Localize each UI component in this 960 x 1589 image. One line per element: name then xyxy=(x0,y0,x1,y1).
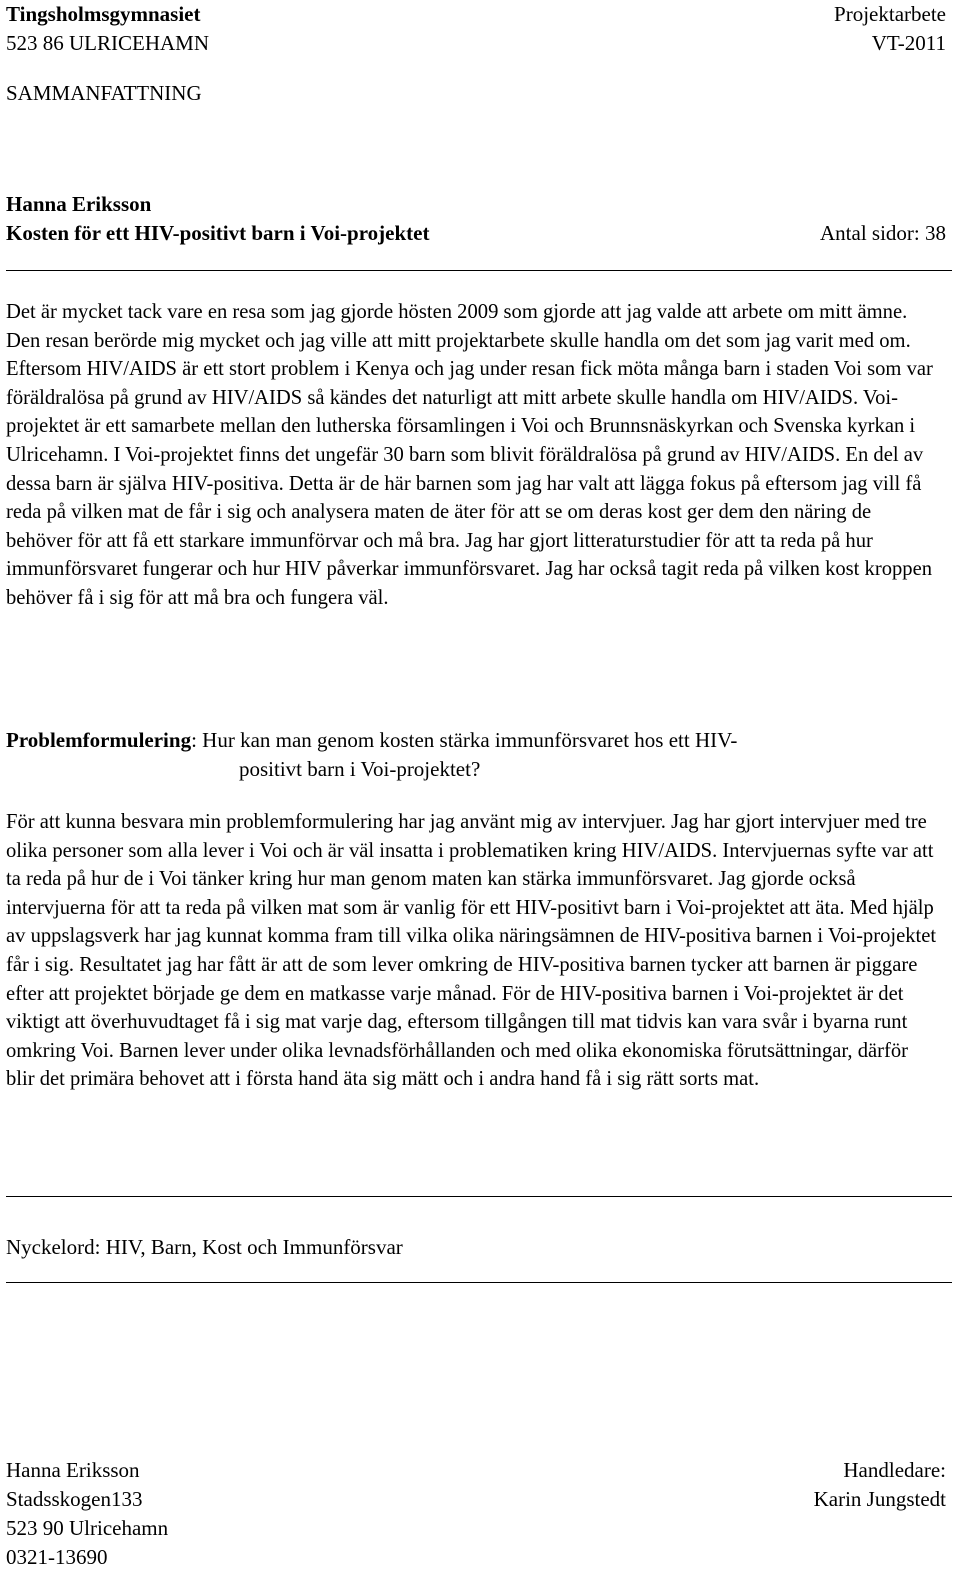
divider-middle xyxy=(6,1196,952,1197)
document-header xyxy=(6,0,946,58)
supervisor-name: Karin Jungstedt xyxy=(813,1487,946,1511)
keywords: Nyckelord: HIV, Barn, Kost och Immunförsvar xyxy=(6,1235,403,1259)
divider-bottom xyxy=(6,1282,952,1283)
summary-paragraph-2 xyxy=(6,808,941,1094)
term: VT-2011 xyxy=(871,31,946,55)
page-count: Antal sidor: 38 xyxy=(820,221,946,245)
divider-top xyxy=(6,270,952,271)
problem-question-line-2: positivt barn i Voi-projektet? xyxy=(239,757,481,781)
contact-city: 523 90 Ulricehamn xyxy=(6,1516,169,1540)
summary-paragraph-1-text: Det är mycket tack vare en resa som jag gjorde hösten 2009 som gjorde att jag valde att arbete om mitt ämne. Den resan berörde mig mycket och jag ville att mitt projektarbete skulle handla om det som jag varit med om. Eftersom HIV/AIDS är ett stort problem i Kenya och jag under resan fick möta många barn i staden Voi som var föräldralösa på grund av HIV/AIDS så kändes det naturligt att mitt arbete skulle handla om HIV/AIDS. Voi-projektet är ett samarbete mellan den lutherska församlingen i Voi och Brunnsnäskyrkan och Svenska kyrkan i Ulricehamn. I Voi-projektet finns det ungefär 30 barn som blivit föräldralösa på grund av HIV/AIDS. En del av dessa barn är själva HIV-positiva. Detta är de här barnen som jag har valt att lägga fokus på eftersom jag vill få reda på vilken mat de får i sig och analysera maten de äter för att se om deras kost ger dem den näring de behöver för att få ett starkare immunförvar och må bra. Jag har gjort litteraturstudier för att ta reda på hur immunförsvaret fungerar och hur HIV påverkar immunförsvaret. Jag har också tagit reda på vilken kost kroppen behöver få i sig för att må bra och fungera väl. xyxy=(6,301,933,609)
footer xyxy=(6,1456,946,1572)
author-name: Hanna Eriksson xyxy=(6,192,152,216)
contact-phone: 0321-13690 xyxy=(6,1545,108,1569)
document-title: Kosten för ett HIV-positivt barn i Voi-projektet xyxy=(6,221,430,245)
summary-paragraph-1 xyxy=(6,298,941,613)
section-title: SAMMANFATTNING xyxy=(6,81,202,105)
supervisor-label: Handledare: xyxy=(843,1458,946,1482)
contact-name: Hanna Eriksson xyxy=(6,1458,140,1482)
summary-paragraph-2-text: För att kunna besvara min problemformulering har jag använt mig av intervjuer. Jag har gjort intervjuer med tre olika personer som alla lever i Voi och är väl insatta i problematiken kring HIV/AIDS. Intervjuernas syfte var att ta reda på hur de i Voi tänker kring hur man genom maten kan stärka immunförsvaret. Jag gjorde också intervjuerna för att ta reda på vilken mat som är vanlig för ett HIV-positivt barn i Voi-projektet att äta. Med hjälp av uppslagsverk har jag kunnat komma fram till vilka olika näringsämnen de HIV-positiva barnen i Voi-projektet får i sig. Resultatet jag har fått är att de som lever omkring de HIV-positiva barnen tycker att barnen är piggare efter att projektet började ge dem en matkasse varje månad. För de HIV-positiva barnen i Voi-projektet är det viktigt att överhuvudtaget få i sig mat varje dag, eftersom tillgången till mat tidvis kan vara svår i byarna runt omkring Voi. Barnen lever under olika levnadsförhållanden och med olika ekonomiska förutsättningar, därför blir det primära behovet att i första hand äta sig mätt och i andra hand få i sig rätt sorts mat. xyxy=(6,811,937,1091)
contact-street: Stadsskogen133 xyxy=(6,1487,143,1511)
school-name: Tingsholmsgymnasiet xyxy=(6,2,201,26)
title-block xyxy=(6,190,946,248)
problem-formulation xyxy=(6,726,946,784)
school-address: 523 86 ULRICEHAMN xyxy=(6,31,209,55)
problem-question-line-1: : Hur kan man genom kosten stärka immunförsvaret hos ett HIV- xyxy=(191,728,738,752)
doc-type: Projektarbete xyxy=(834,2,946,26)
problem-label: Problemformulering xyxy=(6,728,192,752)
